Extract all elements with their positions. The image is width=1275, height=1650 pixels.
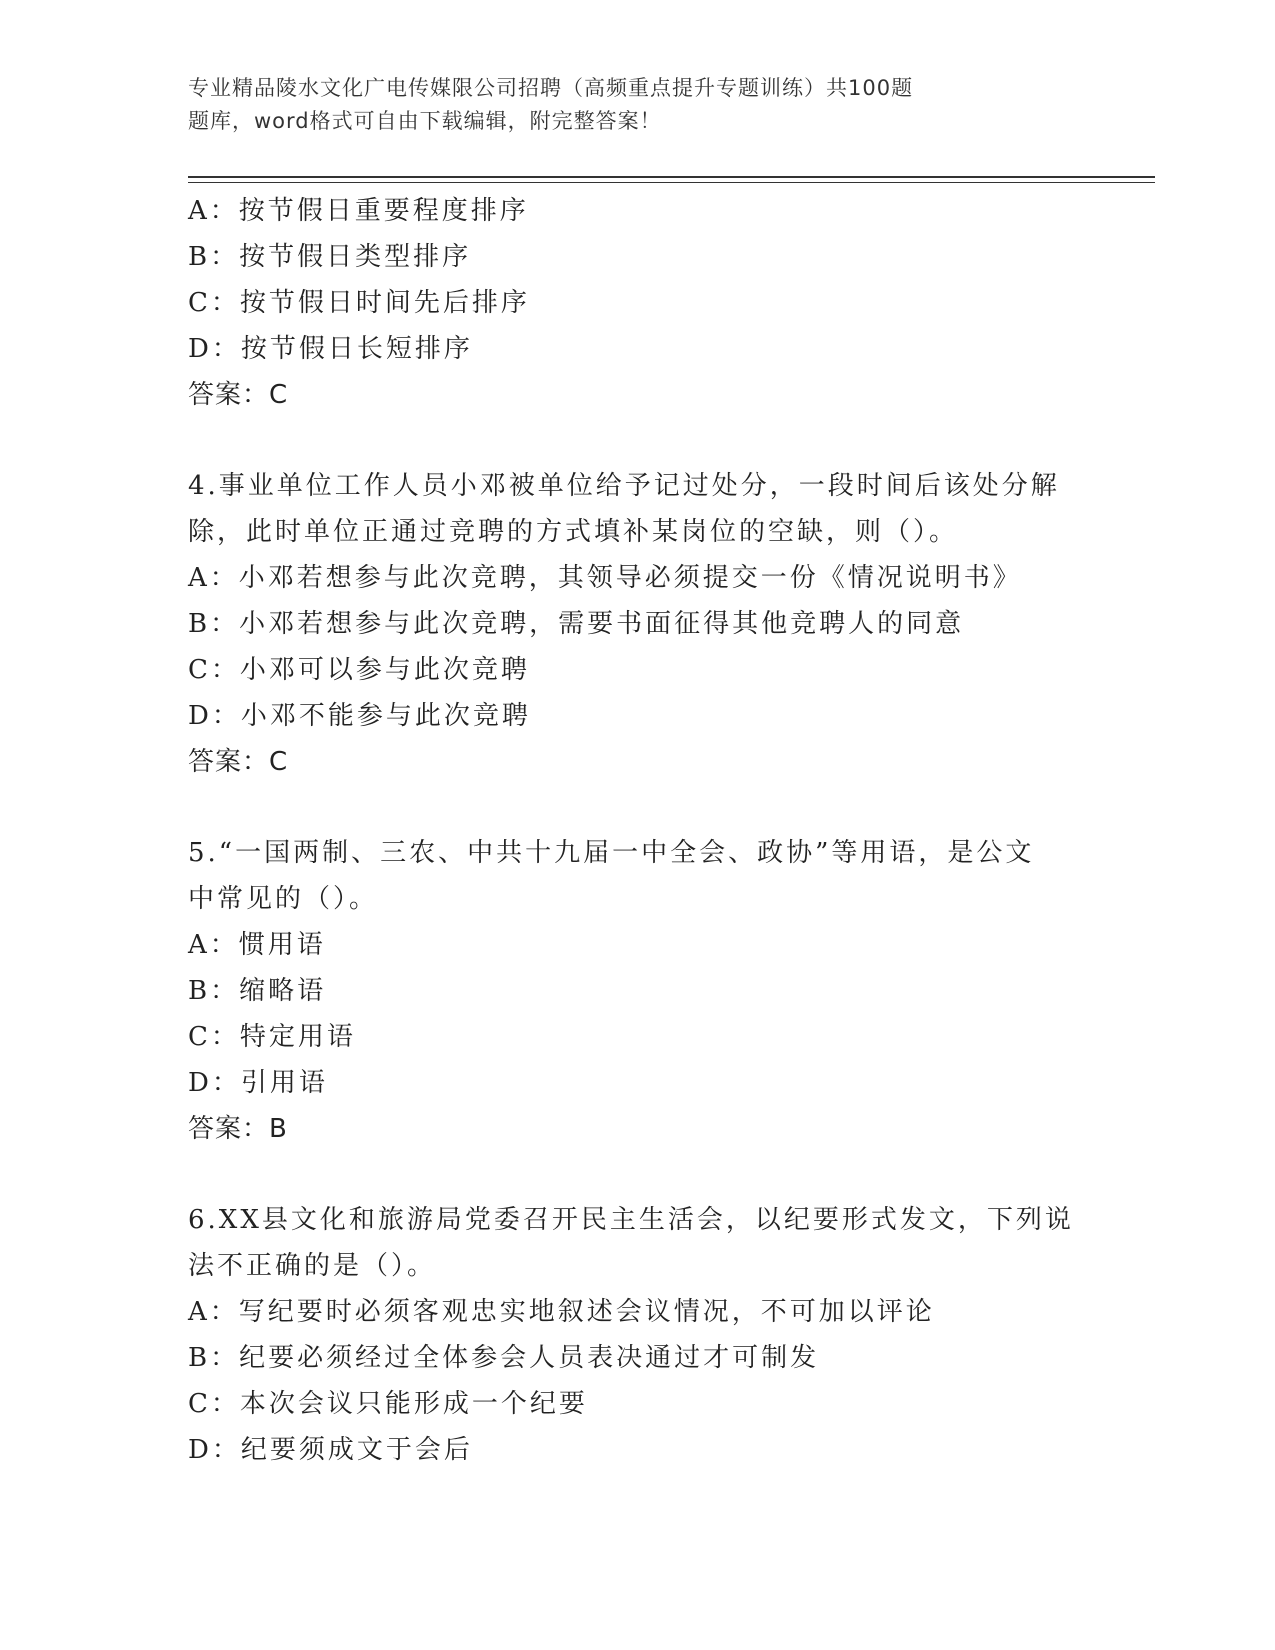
header-divider-thin: [188, 182, 1155, 183]
question-4: [188, 463, 1088, 785]
header-divider-thick: [188, 176, 1155, 178]
option-a: A：写纪要时必须客观忠实地叙述会议情况，不可加以评论: [188, 1297, 935, 1327]
question-stem-line-1: 6.XX县文化和旅游局党委召开民主生活会，以纪要形式发文，下列说: [188, 1205, 1074, 1235]
question-stem-line-2: 中常见的（）。: [188, 884, 379, 914]
option-a: A：小邓若想参与此次竞聘，其领导必须提交一份《情况说明书》: [188, 563, 1022, 593]
option-d: D：按节假日长短排序: [188, 334, 473, 364]
question-stem-line-2: 除，此时单位正通过竞聘的方式填补某岗位的空缺，则（）。: [188, 517, 959, 547]
answer: 答案：C: [188, 747, 289, 777]
option-c: C：本次会议只能形成一个纪要: [188, 1389, 588, 1419]
option-b: B：纪要必须经过全体参会人员表决通过才可制发: [188, 1343, 820, 1373]
option-b: B：小邓若想参与此次竞聘，需要书面征得其他竞聘人的同意: [188, 609, 965, 639]
question-6: [188, 1197, 1088, 1473]
option-d: D：引用语: [188, 1068, 328, 1098]
spacer: [188, 1152, 1088, 1197]
answer: 答案：C: [188, 380, 289, 410]
option-c: C：特定用语: [188, 1022, 356, 1052]
question-stem-line-1: 5.“一国两制、三农、中共十九届一中全会、政协”等用语，是公文: [188, 838, 1035, 868]
question-stem-line-2: 法不正确的是（）。: [188, 1251, 437, 1281]
option-d: D：小邓不能参与此次竞聘: [188, 701, 531, 731]
option-a: A：惯用语: [188, 930, 326, 960]
option-c: C：小邓可以参与此次竞聘: [188, 655, 530, 685]
header-line-2: 题库，word格式可自由下载编辑，附完整答案！: [188, 109, 662, 133]
spacer: [188, 785, 1088, 830]
option-d: D：纪要须成文于会后: [188, 1435, 473, 1465]
option-c: C：按节假日时间先后排序: [188, 288, 530, 318]
answer: 答案：B: [188, 1114, 288, 1144]
option-a: A：按节假日重要程度排序: [188, 196, 529, 226]
spacer: [188, 418, 1088, 463]
option-b: B：按节假日类型排序: [188, 242, 472, 272]
question-stem-line-1: 4.事业单位工作人员小邓被单位给予记过处分，一段时间后该处分解: [188, 471, 1060, 501]
question-3: [188, 188, 1088, 418]
header-line-1: 专业精品陵水文化广电传媒限公司招聘（高频重点提升专题训练）共100题: [188, 76, 914, 100]
document-header: [188, 72, 1068, 138]
question-5: [188, 830, 1088, 1152]
option-b: B：缩略语: [188, 976, 327, 1006]
question-list: [188, 188, 1088, 1473]
